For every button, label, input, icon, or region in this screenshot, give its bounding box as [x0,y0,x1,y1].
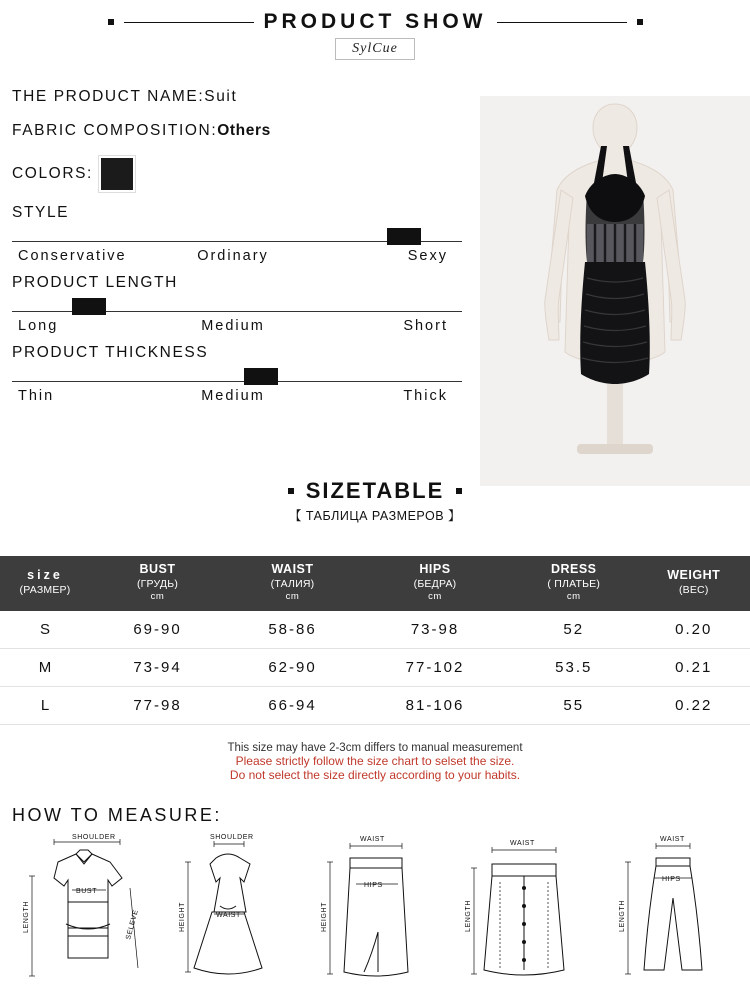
diagram-dress [156,828,300,993]
colors-label: COLORS: [12,165,93,182]
product-photo [480,96,750,486]
label-length: LENGTH [619,900,626,932]
label-hips: HIPS [662,876,681,883]
scale-length-marker [72,298,106,315]
col-size: size (РАЗМЕР) [0,556,90,611]
label-height: HEIGHT [321,901,328,932]
diagram-short-skirt [452,828,596,993]
scale-style-title: STYLE [12,204,70,221]
scale-length-title: PRODUCT LENGTH [12,274,178,291]
label-waist: WAIST [216,912,241,919]
product-name-label: THE PRODUCT NAME: [12,88,205,105]
mannequin-illustration [515,96,715,486]
scale-style-marker [387,228,421,245]
sizetable-subtitle: 【 ТАБЛИЦА РАЗМЕРОВ 】 [288,509,462,523]
label-shoulder: SHOULDER [210,834,254,841]
cell-hips: 81-106 [360,686,510,724]
cell-weight: 0.22 [638,686,750,724]
col-bust: BUST (ГРУДЬ) cm [90,556,225,611]
product-name-row [12,88,462,106]
scale-thickness-title: PRODUCT THICKNESS [12,344,209,361]
size-table-header-row [0,556,750,611]
page-title: PRODUCT SHOW [263,10,487,33]
label-waist: WAIST [660,836,685,843]
fabric-value: Others [217,122,271,139]
col-hips: HIPS (БЕДРА) cm [360,556,510,611]
cell-bust: 69-90 [90,611,225,649]
table-row [0,686,750,724]
label-waist: WAIST [510,840,535,847]
cell-dress: 55 [510,686,638,724]
cell-waist: 58-86 [225,611,360,649]
label-bust: BUST [76,888,98,895]
scale-length-label-0: Long [18,318,59,334]
cell-bust: 73-94 [90,648,225,686]
cell-hips: 73-98 [360,611,510,649]
scale-thickness-label-1: Medium [201,388,265,404]
cell-dress: 53.5 [510,648,638,686]
scale-thickness-marker [244,368,278,385]
col-waist: WAIST (ТАЛИЯ) cm [225,556,360,611]
scale-thickness [12,344,462,404]
how-to-measure-title: HOW TO MEASURE: [12,805,222,825]
col-weight: WEIGHT (ВЕС) [638,556,750,611]
scale-style-label-0: Conservative [18,248,127,264]
decor-square-st-right [456,488,462,494]
cell-weight: 0.20 [638,611,750,649]
scale-length [12,274,462,334]
label-waist: WAIST [360,836,385,843]
scale-thickness-label-0: Thin [18,388,55,404]
table-row [0,611,750,649]
brand-badge: SylCue [335,38,415,60]
scale-style-label-1: Ordinary [197,248,269,264]
col-dress: DRESS ( ПЛАТЬЕ) cm [510,556,638,611]
size-notes [0,742,750,782]
diagram-pants [600,828,744,993]
color-swatch-black[interactable] [99,156,135,192]
scale-style-label-2: Sexy [407,248,448,264]
label-height: HEIGHT [179,901,186,932]
scale-thickness-rule [12,381,462,382]
colors-row [12,156,462,192]
sizetable-header [0,478,750,524]
size-note-3: Do not select the size directly according to your habits. [229,768,521,782]
label-shoulder: SHOULDER [72,834,116,841]
cell-hips: 77-102 [360,648,510,686]
size-table [0,556,750,725]
cell-bust: 77-98 [90,686,225,724]
decor-line-right [497,22,627,23]
fabric-label: FABRIC COMPOSITION: [12,122,218,139]
cell-size: M [0,648,90,686]
size-note-2: Please strictly follow the size chart to selset the size. [235,754,515,768]
cell-waist: 62-90 [225,648,360,686]
measure-diagrams [8,828,744,993]
decor-square-right [637,19,643,25]
decor-line-left [124,22,254,23]
product-name-value: Suit [204,88,238,105]
scale-thickness-label-2: Thick [403,388,448,404]
decor-square-st-left [288,488,294,494]
label-sleeve: SELEVE [125,908,140,941]
size-note-1: This size may have 2-3cm differs to manual measurement [227,742,523,754]
table-row [0,648,750,686]
label-hips: HIPS [364,882,383,889]
diagram-long-skirt [304,828,448,993]
label-length: LENGTH [465,900,472,932]
cell-waist: 66-94 [225,686,360,724]
page-header [0,0,750,62]
sizetable-title: SIZETABLE [305,478,445,503]
scale-length-label-2: Short [403,318,448,334]
cell-size: S [0,611,90,649]
cell-weight: 0.21 [638,648,750,686]
cell-size: L [0,686,90,724]
diagram-shirt [8,828,152,993]
decor-square-left [108,19,114,25]
scale-length-label-1: Medium [201,318,265,334]
scale-style [12,204,462,264]
spec-block [12,88,462,414]
cell-dress: 52 [510,611,638,649]
fabric-row [12,122,462,140]
label-length: LENGTH [23,901,30,933]
